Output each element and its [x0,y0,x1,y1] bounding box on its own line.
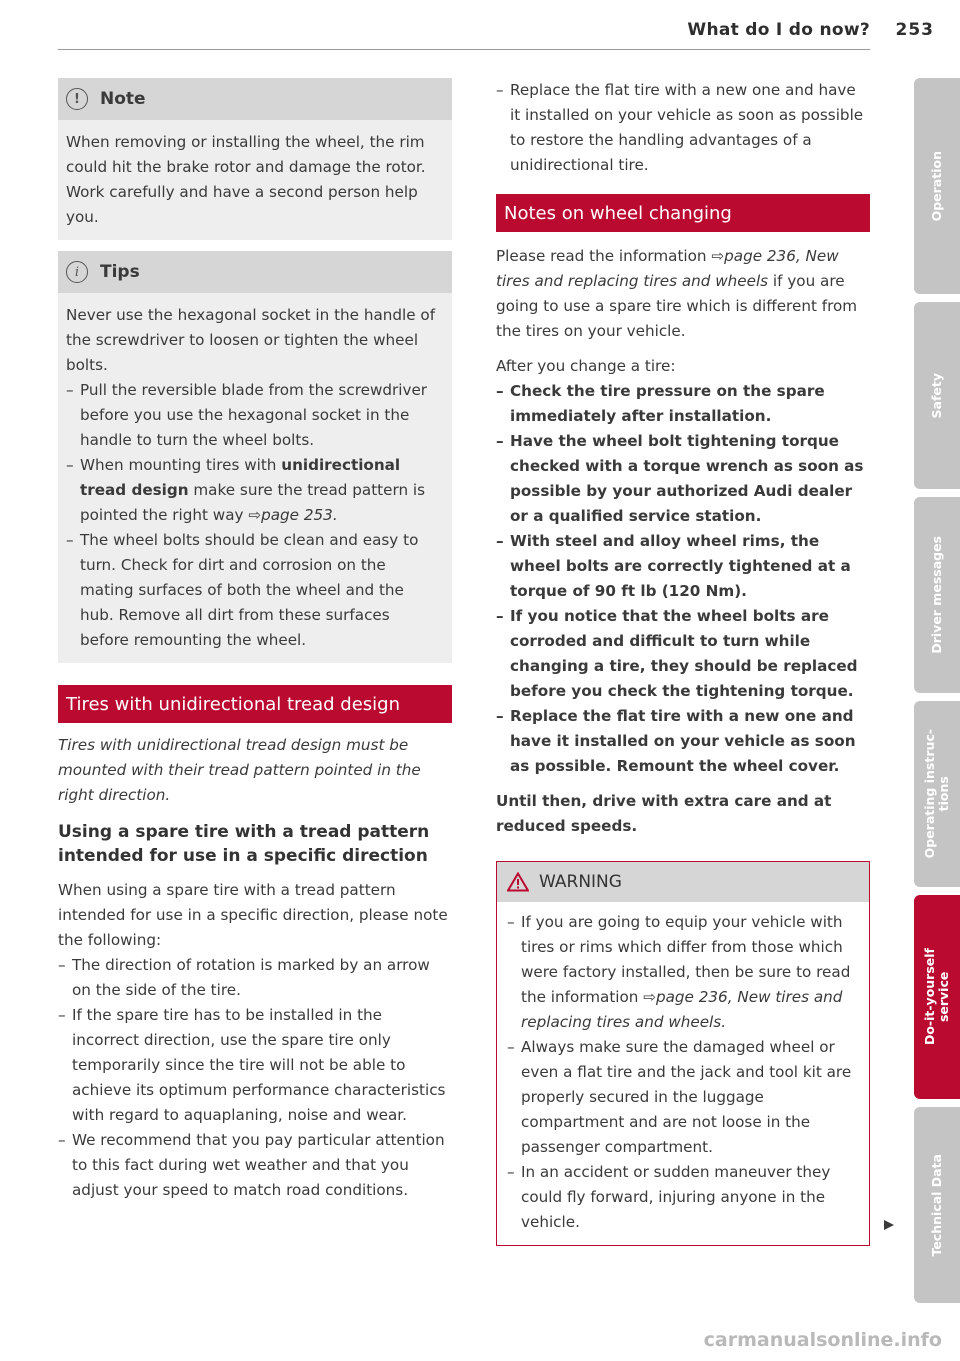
tab-operating-instructions[interactable]: Operating instruc- tions [914,701,960,887]
list-item: – If you notice that the wheel bolts are corroded and difficult to turn while changing a tire, they should be replaced before you check the tightening torque. [496,604,870,704]
subheading: Using a spare tire with a tread pattern intended for use in a specific direction [58,822,430,866]
note-icon: ! [66,88,88,110]
spare-tire-list [58,953,452,1203]
bold-term: unidirectional tread design [80,456,401,499]
list-item: – Have the wheel bolt tightening torque checked with a torque wrench as soon as possible by your authorized Audi dealer or a qualified service station. [496,429,870,529]
right-column [496,78,870,1246]
tips-header [58,251,452,293]
list-item: – The wheel bolts should be clean and easy to turn. Check for dirt and corrosion on the mating surfaces of both the wheel and the hub. Remove all dirt from these surfaces before remounting the wheel. [66,528,438,653]
tab-do-it-yourself-service[interactable]: Do-it-yourself service [914,895,960,1099]
list-item: – Replace the flat tire with a new one and have it installed on your vehicle as soon as possible. Remount the wheel cover. [496,704,870,779]
note-title: Note [100,88,146,109]
tab-technical-data[interactable]: Technical Data [914,1107,960,1303]
tips-intro: Never use the hexagonal socket in the handle of the screwdriver to loosen or tighten the wheel bolts. [66,306,436,374]
warning-triangle-icon [507,872,529,892]
note-header [58,78,452,120]
paragraph: Please read the information ⇨page 236, New tires and replacing tires and wheels if you are going to use a spare tire which is different from the tires on your vehicle. [496,247,858,340]
tips-list [66,378,438,653]
warning-list [507,910,857,1235]
list-item: – Pull the reversible blade from the screwdriver before you use the hexagonal socket in the handle to turn the wheel bolts. [66,378,438,453]
note-text: When removing or installing the wheel, the rim could hit the brake rotor and damage the rotor. Work carefully and have a second person help you. [66,133,426,226]
page-reference-link[interactable]: ⇨page 236, New tires and replacing tires and wheels. [521,988,843,1031]
list-item: – If you are going to equip your vehicle with tires or rims which differ from those which were factory installed, then be sure to read the information ⇨page 236, New tires and replacing tires and wheels. [507,910,857,1035]
note-body [58,120,452,240]
continued-list [496,78,870,178]
list-item: – Check the tire pressure on the spare immediately after installation. [496,379,870,429]
watermark: carmanualsonline.info [703,1329,942,1351]
warning-title: WARNING [539,871,622,892]
page-reference-link[interactable]: ⇨page 236, New tires and replacing tires and wheels [496,247,839,290]
warning-body [497,902,869,1245]
list-item: – Replace the flat tire with a new one and have it installed on your vehicle as soon as possible to restore the handling advantages of a unidirectional tire. [496,78,870,178]
tips-title: Tips [100,261,140,282]
section-title-tires: Tires with unidirectional tread design [58,685,452,723]
tab-operation[interactable]: Operation [914,78,960,294]
paragraph: When using a spare tire with a tread pattern intended for use in a specific direction, please note the following: [58,881,448,949]
warning-header [497,862,869,902]
wheel-change-list [496,379,870,779]
list-item: – If the spare tire has to be installed in the incorrect direction, use the spare tire only temporarily since the tire will not be able to achieve its optimum performance characteristics with regard to aquaplaning, noise and wear. [58,1003,452,1128]
warning-box [496,861,870,1246]
list-item: – When mounting tires with unidirectional tread design make sure the tread pattern is pointed the right way ⇨page 253. [66,453,438,528]
paragraph: After you change a tire: [496,357,676,375]
tab-driver-messages[interactable]: Driver messages [914,497,960,693]
list-item: – Always make sure the damaged wheel or even a flat tire and the jack and tool kit are properly secured in the luggage compartment and are not loose in the passenger compartment. [507,1035,857,1160]
section-intro: Tires with unidirectional tread design must be mounted with their tread pattern pointed in the right direction. [58,736,421,804]
section-title-wheel-changing: Notes on wheel changing [496,194,870,232]
tab-safety[interactable]: Safety [914,302,960,489]
list-item: – In an accident or sudden maneuver they could fly forward, injuring anyone in the vehicle. [507,1160,857,1235]
list-item: – The direction of rotation is marked by an arrow on the side of the tire. [58,953,452,1003]
running-head: What do I do now? [687,20,870,40]
header-rule [58,49,870,50]
left-column [58,78,452,1203]
page-number: 253 [895,20,934,40]
info-icon: i [66,261,88,283]
closing-statement: Until then, drive with extra care and at reduced speeds. [496,792,832,835]
list-item: – With steel and alloy wheel rims, the wheel bolts are correctly tightened at a torque of 90 ft lb (120 Nm). [496,529,870,604]
tips-body [58,293,452,663]
page-reference-link[interactable]: ⇨page 253. [248,506,338,524]
continue-arrow-icon [883,1219,895,1231]
list-item: – We recommend that you pay particular attention to this fact during wet weather and that you adjust your speed to match road conditions. [58,1128,452,1203]
